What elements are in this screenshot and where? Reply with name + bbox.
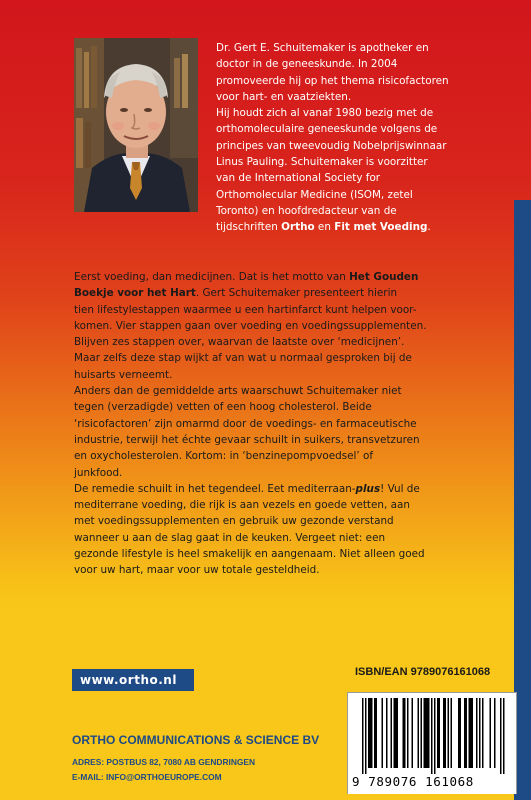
barcode-bar	[500, 698, 502, 774]
bio-line	[216, 219, 512, 235]
body-line: en oxycholesterolen. Kortom: in ‘benzinepompvoedsel’ of	[74, 450, 374, 463]
body-text: ! Vul de	[380, 482, 420, 495]
body-line: tegen (verzadigde) vetten of een hoog cholesterol. Beide	[74, 401, 372, 414]
bio-line: voor hart- en vaatziekten.	[216, 90, 352, 103]
barcode-bar	[503, 698, 505, 774]
body-text: Eerst voeding, dan medicijnen. Dat is het motto van	[74, 271, 350, 283]
body-text: De remedie schuilt in het tegendeel. Eet mediterraan-	[74, 482, 356, 495]
body-line: Blijven zes stappen over, waarvan de laatste over ‘medicijnen’.	[74, 336, 405, 349]
barcode-bar	[434, 698, 436, 774]
barcode-bar	[448, 698, 450, 768]
bio-line: principes van tweevoudig Nobelprijswinnaar	[216, 139, 447, 152]
body-line: wanneer u aan de slag gaat in de keuken. Vergeet niet: een	[74, 531, 386, 544]
barcode-bar	[439, 698, 441, 768]
barcode-bar	[464, 698, 466, 768]
bio-line: Orthomolecular Medicine (ISOM, zetel	[216, 188, 413, 201]
barcode-bar	[490, 698, 492, 768]
barcode-bar	[427, 698, 429, 768]
ean-digits: 9 789076 161068	[352, 774, 474, 789]
barcode-bar	[470, 698, 472, 768]
magazine-fit-met-voeding: Fit met Voeding	[334, 221, 428, 234]
bio-text: en	[314, 221, 335, 234]
publisher-address: ADRES: POSTBUS 82, 7080 AB GENDRINGEN	[72, 757, 256, 767]
book-title-inline: Het Gouden	[349, 271, 419, 283]
body-line: huisarts verneemt.	[74, 368, 173, 381]
publisher-name: ORTHO COMMUNICATIONS & SCIENCE BV	[72, 733, 320, 747]
body-line: ‘risicofactoren’ zijn omarmd door de voedings- en farmaceutische	[74, 417, 417, 430]
body-line: junkfood.	[74, 466, 123, 479]
body-line: komen. Vier stappen gaan over voeding en voedingssupplementen.	[74, 319, 427, 332]
barcode-bar	[431, 698, 433, 774]
barcode-bar	[458, 698, 460, 768]
barcode-bar	[472, 698, 474, 768]
author-photo	[74, 38, 198, 212]
bio-line: van de International Society for	[216, 172, 381, 185]
barcode-bar	[460, 698, 462, 768]
body-line: voor uw hart, maar voor uw totale gesteldheid.	[74, 564, 320, 577]
body-line	[74, 269, 514, 285]
barcode-bar	[451, 698, 453, 768]
barcode-bar	[443, 698, 445, 768]
barcode-bar	[479, 698, 481, 768]
barcode-bar	[424, 698, 426, 768]
emphasis-plus: plus	[355, 482, 381, 495]
barcode-bar	[428, 698, 430, 768]
body-line	[74, 481, 514, 497]
bio-line: doctor in de geneeskunde. In 2004	[216, 58, 398, 71]
barcode-bar	[476, 698, 478, 768]
website-url: www.ortho.nl	[72, 669, 194, 691]
bio-text: tijdschriften	[216, 221, 282, 234]
body-line: mediterrane voeding, die rijk is aan vezels en goede vetten, aan	[74, 499, 410, 512]
bio-line: Toronto) en hoofdredacteur van de	[216, 204, 397, 217]
body-text: . Gert Schuitemaker presenteert hierin	[195, 287, 398, 300]
body-line: tien lifestylestappen waarmee u een hartinfarct kunt helpen voor-	[74, 303, 417, 316]
barcode-bar	[482, 698, 484, 768]
book-title-inline: Boekje voor het Hart	[74, 287, 196, 300]
isbn-label: ISBN/EAN 9789076161068	[355, 666, 491, 678]
bio-line: Dr. Gert E. Schuitemaker is apotheker en	[216, 42, 429, 54]
barcode-bar	[469, 698, 471, 768]
bio-line: Linus Pauling. Schuitemaker is voorzitter	[216, 156, 428, 169]
body-line	[74, 285, 514, 301]
barcode-bar	[437, 698, 439, 768]
barcode-bar	[445, 698, 447, 768]
magazine-ortho: Ortho	[281, 221, 315, 234]
bio-text: .	[427, 221, 431, 234]
body-line: Anders dan de gemiddelde arts waarschuwt Schuitemaker niet	[74, 385, 402, 398]
book-description	[74, 269, 514, 579]
body-line: industrie, terwijl het échte gevaar schuilt in suikers, transvetzuren	[74, 433, 420, 446]
bio-line: orthomoleculaire geneeskunde volgens de	[216, 123, 438, 136]
author-portrait-illustration	[74, 38, 198, 212]
publisher-contact	[72, 755, 255, 784]
body-line: met voedingssupplementen en gebruik uw gezonde verstand	[74, 515, 394, 528]
bio-line: Hij houdt zich al vanaf 1980 bezig met de	[216, 107, 434, 120]
author-biography	[216, 40, 512, 236]
bio-line: promoveerde hij op het thema risicofactoren	[216, 74, 449, 87]
body-line: Maar zelfs deze stap wijkt af van wat u normaal gesproken bij de	[74, 352, 412, 365]
barcode-bar	[494, 698, 496, 768]
barcode-bar	[466, 698, 468, 768]
body-line: gezonde lifestyle is heel smakelijk en aangenaam. Niet alleen goed	[74, 548, 425, 561]
barcode-bar	[425, 698, 427, 768]
publisher-email: E-MAIL: INFO@ORTHOEUROPE.COM	[72, 771, 222, 782]
